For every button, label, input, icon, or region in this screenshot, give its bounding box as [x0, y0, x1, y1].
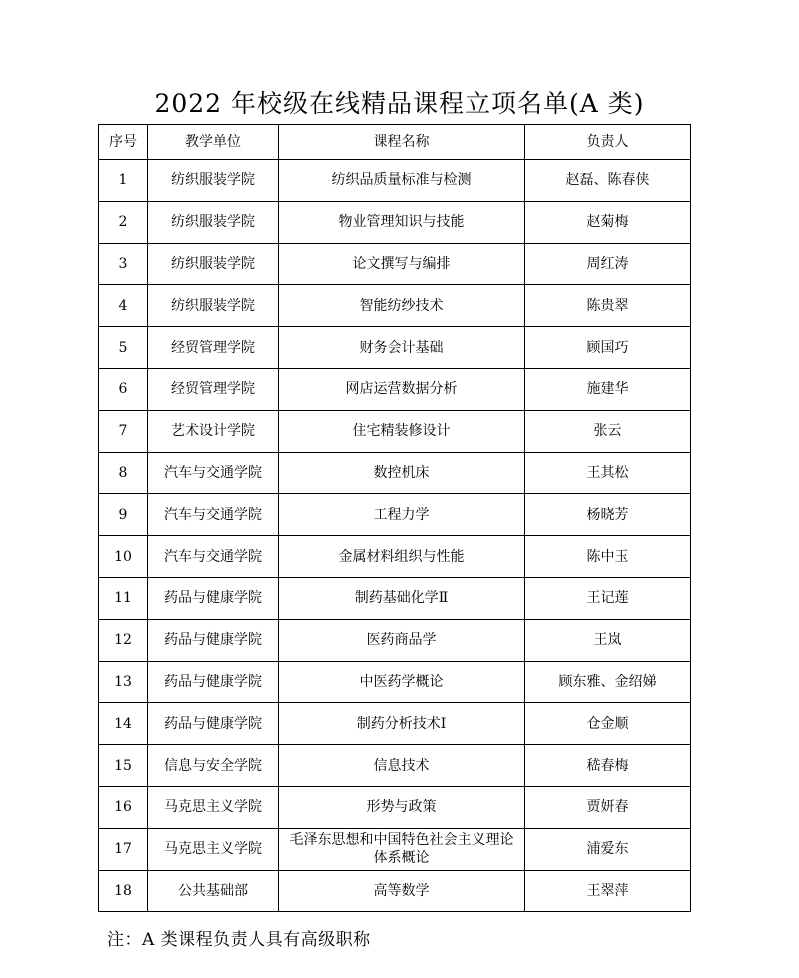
cell-unit: 汽车与交通学院 [148, 536, 279, 578]
cell-unit: 药品与健康学院 [148, 661, 279, 703]
cell-course: 物业管理知识与技能 [279, 201, 525, 243]
cell-unit: 药品与健康学院 [148, 619, 279, 661]
cell-course: 高等数学 [279, 870, 525, 912]
cell-course: 财务会计基础 [279, 327, 525, 369]
table-row [99, 494, 691, 536]
cell-course: 制药基础化学Ⅱ [279, 577, 525, 619]
table-row [99, 160, 691, 202]
cell-no: 16 [99, 786, 148, 828]
table-row [99, 410, 691, 452]
cell-owner: 赵磊、陈春侠 [525, 160, 691, 202]
table-row [99, 243, 691, 285]
table-row [99, 870, 691, 912]
cell-unit: 经贸管理学院 [148, 327, 279, 369]
cell-unit: 药品与健康学院 [148, 577, 279, 619]
cell-unit: 汽车与交通学院 [148, 494, 279, 536]
cell-course: 网店运营数据分析 [279, 368, 525, 410]
cell-course: 医药商品学 [279, 619, 525, 661]
table-row [99, 368, 691, 410]
cell-owner: 杨晓芳 [525, 494, 691, 536]
cell-course: 数控机床 [279, 452, 525, 494]
cell-owner: 赵菊梅 [525, 201, 691, 243]
cell-course: 纺织品质量标准与检测 [279, 160, 525, 202]
cell-unit: 纺织服装学院 [148, 243, 279, 285]
cell-owner: 王岚 [525, 619, 691, 661]
table-row [99, 745, 691, 787]
cell-unit: 经贸管理学院 [148, 368, 279, 410]
cell-no: 17 [99, 828, 148, 870]
cell-unit: 纺织服装学院 [148, 160, 279, 202]
cell-owner: 陈贵翠 [525, 285, 691, 327]
cell-owner: 浦爱东 [525, 828, 691, 870]
cell-owner: 王翠萍 [525, 870, 691, 912]
cell-course: 智能纺纱技术 [279, 285, 525, 327]
cell-owner: 贾妍春 [525, 786, 691, 828]
cell-owner: 王其松 [525, 452, 691, 494]
footnote: 注：A 类课程负责人具有高级职称 [107, 930, 371, 950]
cell-unit: 汽车与交通学院 [148, 452, 279, 494]
cell-owner: 张云 [525, 410, 691, 452]
cell-unit: 马克思主义学院 [148, 786, 279, 828]
table-row [99, 536, 691, 578]
cell-no: 3 [99, 243, 148, 285]
cell-course: 信息技术 [279, 745, 525, 787]
cell-no: 5 [99, 327, 148, 369]
cell-no: 11 [99, 577, 148, 619]
cell-no: 1 [99, 160, 148, 202]
table-row [99, 828, 691, 870]
table-body [99, 160, 691, 912]
cell-course: 论文撰写与编排 [279, 243, 525, 285]
table-row [99, 201, 691, 243]
cell-unit: 纺织服装学院 [148, 285, 279, 327]
course-table [98, 124, 691, 912]
table-row [99, 577, 691, 619]
table-row [99, 786, 691, 828]
cell-owner: 顾国巧 [525, 327, 691, 369]
cell-unit: 药品与健康学院 [148, 703, 279, 745]
cell-course: 中医药学概论 [279, 661, 525, 703]
cell-unit: 信息与安全学院 [148, 745, 279, 787]
cell-unit: 纺织服装学院 [148, 201, 279, 243]
cell-course: 形势与政策 [279, 786, 525, 828]
cell-no: 13 [99, 661, 148, 703]
header-unit: 教学单位 [148, 125, 279, 160]
table-row [99, 327, 691, 369]
cell-no: 4 [99, 285, 148, 327]
header-no: 序号 [99, 125, 148, 160]
header-course: 课程名称 [279, 125, 525, 160]
cell-no: 14 [99, 703, 148, 745]
cell-no: 7 [99, 410, 148, 452]
table-row [99, 285, 691, 327]
table-row [99, 703, 691, 745]
cell-course: 工程力学 [279, 494, 525, 536]
cell-unit: 艺术设计学院 [148, 410, 279, 452]
cell-no: 12 [99, 619, 148, 661]
cell-unit: 公共基础部 [148, 870, 279, 912]
table-row [99, 661, 691, 703]
cell-owner: 嵇春梅 [525, 745, 691, 787]
page-title: 2022 年校级在线精品课程立项名单(A 类) [154, 89, 645, 118]
cell-owner: 施建华 [525, 368, 691, 410]
cell-no: 9 [99, 494, 148, 536]
cell-course: 制药分析技术Ⅰ [279, 703, 525, 745]
cell-no: 8 [99, 452, 148, 494]
cell-owner: 顾东雅、金绍娣 [525, 661, 691, 703]
cell-owner: 王记莲 [525, 577, 691, 619]
cell-no: 2 [99, 201, 148, 243]
cell-no: 6 [99, 368, 148, 410]
table-row [99, 452, 691, 494]
cell-unit: 马克思主义学院 [148, 828, 279, 870]
cell-course: 毛泽东思想和中国特色社会主义理论体系概论 [279, 828, 525, 870]
cell-no: 18 [99, 870, 148, 912]
cell-no: 15 [99, 745, 148, 787]
cell-course: 金属材料组织与性能 [279, 536, 525, 578]
header-owner: 负责人 [525, 125, 691, 160]
cell-owner: 陈中玉 [525, 536, 691, 578]
cell-course: 住宅精装修设计 [279, 410, 525, 452]
cell-no: 10 [99, 536, 148, 578]
table-header-row [99, 125, 691, 160]
table-row [99, 619, 691, 661]
cell-owner: 周红涛 [525, 243, 691, 285]
cell-owner: 仓金顺 [525, 703, 691, 745]
